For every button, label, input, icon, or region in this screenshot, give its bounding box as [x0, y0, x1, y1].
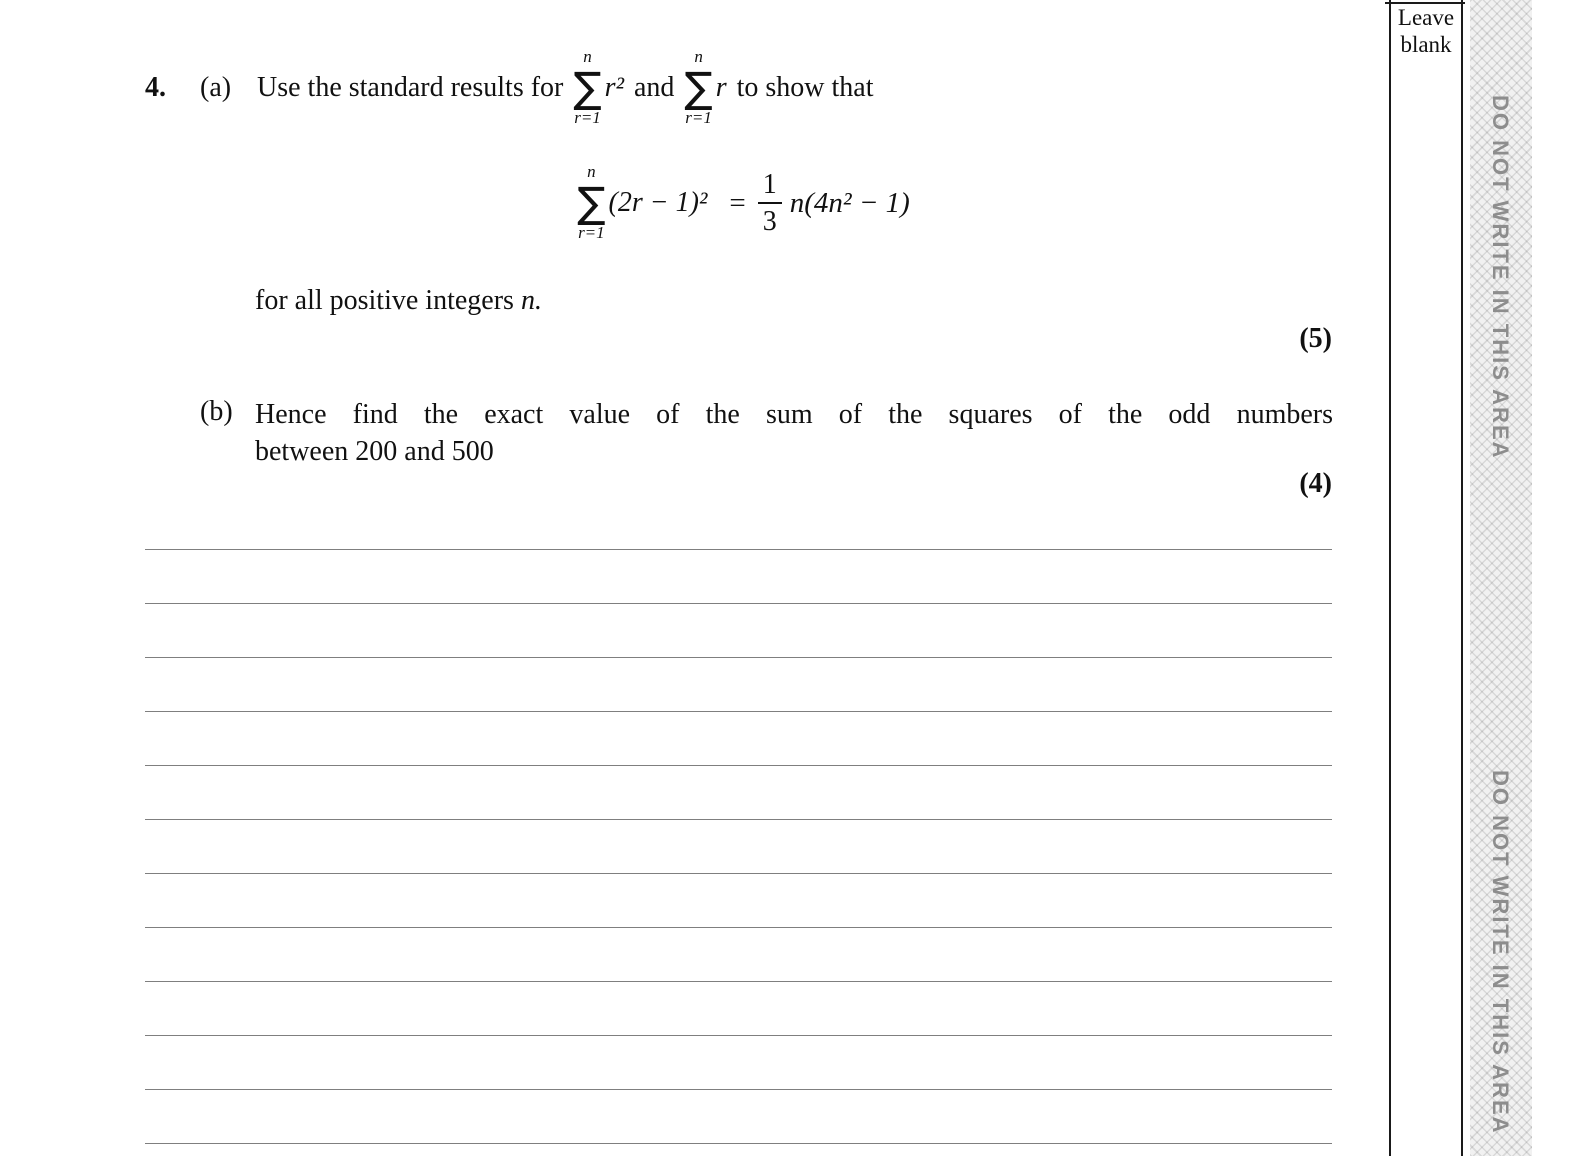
answer-line — [145, 549, 1332, 603]
do-not-write-text: DO NOT WRITE IN THIS AREA — [1488, 95, 1513, 460]
sum-lower-limit: r=1 — [574, 108, 601, 127]
part-b-line2: between 200 and 500 — [255, 436, 494, 467]
part-a-intro-text: Use the standard results for — [257, 72, 564, 103]
part-a-closing-line — [255, 285, 542, 317]
margin-rule-left — [1389, 0, 1391, 1156]
do-not-write-text: DO NOT WRITE IN THIS AREA — [1488, 770, 1513, 1135]
sigma-with-limits — [577, 163, 605, 242]
answer-line — [145, 981, 1332, 1035]
answer-line — [145, 1089, 1332, 1143]
closing-variable: n. — [520, 285, 542, 316]
answer-line — [145, 1143, 1332, 1156]
leave-word: Leave — [1397, 5, 1455, 30]
part-a-label: (a) — [200, 72, 232, 103]
answer-line — [145, 657, 1332, 711]
part-a-row — [145, 44, 874, 132]
answer-line — [145, 873, 1332, 927]
sigma-with-limits — [684, 48, 712, 127]
equation-lhs: (2r − 1)² — [608, 187, 708, 218]
equation-rhs: n(4n² − 1) — [789, 186, 910, 219]
sum-upper-limit: n — [587, 162, 596, 182]
part-a-marks: (5) — [1299, 323, 1332, 354]
sigma-symbol: ∑ — [684, 63, 713, 112]
leave-blank-label — [1391, 4, 1461, 58]
part-a-outro-text: to show that — [736, 72, 874, 103]
closing-text: for all positive integers — [255, 285, 521, 316]
answer-line — [145, 1035, 1332, 1089]
part-b-label: (b) — [200, 396, 233, 427]
sigma-with-limits — [573, 48, 601, 127]
answer-lines-area — [145, 549, 1332, 1156]
part-b-text — [255, 396, 1333, 470]
sum-lower-limit: r=1 — [685, 108, 712, 127]
part-b-marks: (4) — [1299, 468, 1332, 499]
fraction-numerator: 1 — [758, 170, 782, 204]
display-equation — [145, 158, 1332, 248]
answer-line — [145, 927, 1332, 981]
sum-upper-limit: n — [694, 47, 703, 67]
blank-word: blank — [1400, 32, 1452, 57]
sigma-symbol: ∑ — [577, 178, 606, 227]
answer-line — [145, 765, 1332, 819]
equals-sign: = — [729, 186, 746, 219]
answer-line — [145, 603, 1332, 657]
fraction-one-third — [758, 170, 782, 237]
sigma-symbol: ∑ — [573, 63, 602, 112]
sum-lower-limit: r=1 — [578, 223, 605, 242]
summation-r — [684, 48, 726, 127]
part-b-line1: Hence find the exact value of the sum of the squares of the odd numbers — [255, 399, 1333, 430]
margin-rule-right — [1461, 0, 1463, 1156]
question-number: 4. — [145, 72, 166, 103]
summation-2r-minus-1-squared — [577, 163, 707, 242]
sum-body-r-squared: r² — [604, 72, 624, 103]
sum-body-r: r — [715, 72, 727, 103]
summation-r-squared — [573, 48, 624, 127]
answer-line — [145, 711, 1332, 765]
conjunction-and: and — [633, 72, 675, 103]
sum-upper-limit: n — [583, 47, 592, 67]
answer-line — [145, 819, 1332, 873]
fraction-denominator: 3 — [762, 206, 777, 237]
